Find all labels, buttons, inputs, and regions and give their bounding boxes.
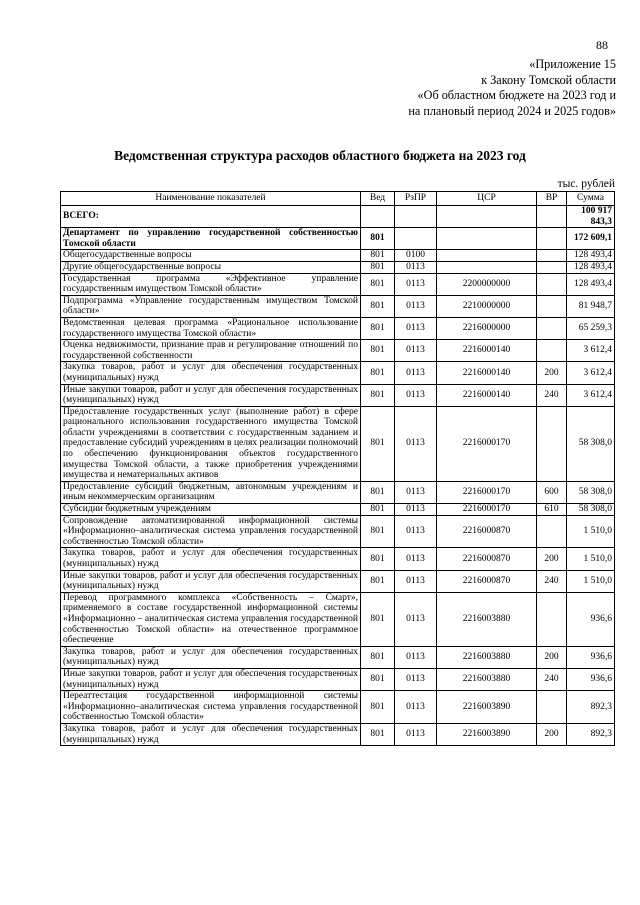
cell-ved: 801 [361,273,395,295]
cell-rzpr [395,228,437,250]
cell-name: Оценка недвижимости, признание прав и регулирование отношений по государственной собственности [61,340,361,362]
cell-rzpr: 0113 [395,273,437,295]
cell-ved: 801 [361,548,395,570]
cell-sum: 3 612,4 [567,384,615,406]
cell-vr [537,295,567,317]
table-row [61,691,615,724]
cell-rzpr: 0113 [395,384,437,406]
cell-csr [437,228,537,250]
cell-csr: 2216000870 [437,548,537,570]
table-row [61,481,615,503]
cell-sum: 892,3 [567,691,615,724]
cell-rzpr: 0113 [395,317,437,339]
cell-ved: 801 [361,228,395,250]
table-row [61,261,615,273]
cell-rzpr: 0113 [395,515,437,548]
cell-vr [537,261,567,273]
units-label: тыс. рублей [557,178,615,190]
table-row [61,592,615,646]
cell-name: Общегосударственные вопросы [61,250,361,262]
cell-name: ВСЕГО: [61,206,361,228]
header-ved: Вед [361,192,395,206]
cell-sum: 128 493,4 [567,273,615,295]
cell-name: Предоставление субсидий бюджетным, автономным учреждениям и иным некоммерческим организациям [61,481,361,503]
cell-rzpr: 0113 [395,362,437,384]
table-row [61,723,615,745]
cell-name: Иные закупки товаров, работ и услуг для обеспечения государственных (муниципальных) нужд [61,668,361,690]
table-row [61,570,615,592]
table-row [61,515,615,548]
cell-csr [437,261,537,273]
cell-sum: 1 510,0 [567,570,615,592]
cell-rzpr: 0113 [395,340,437,362]
cell-name: Иные закупки товаров, работ и услуг для обеспечения государственных (муниципальных) нужд [61,384,361,406]
cell-rzpr: 0113 [395,406,437,481]
cell-vr: 600 [537,481,567,503]
cell-sum: 3 612,4 [567,362,615,384]
cell-ved: 801 [361,481,395,503]
cell-csr: 2216000140 [437,340,537,362]
cell-vr: 240 [537,668,567,690]
cell-vr: 240 [537,384,567,406]
cell-rzpr: 0113 [395,592,437,646]
cell-name: Иные закупки товаров, работ и услуг для обеспечения государственных (муниципальных) нужд [61,570,361,592]
cell-sum: 100 917 843,3 [567,206,615,228]
cell-csr: 2216000870 [437,570,537,592]
cell-ved: 801 [361,592,395,646]
cell-ved: 801 [361,723,395,745]
table-row [61,548,615,570]
cell-ved: 801 [361,691,395,724]
cell-sum: 58 308,0 [567,406,615,481]
cell-csr: 2216000140 [437,362,537,384]
cell-rzpr: 0100 [395,250,437,262]
header-rzpr: РзПР [395,192,437,206]
header-vr: ВР [537,192,567,206]
cell-name: Государственная программа «Эффективное управление государственным имуществом Томской области» [61,273,361,295]
cell-name: Закупка товаров, работ и услуг для обеспечения государственных (муниципальных) нужд [61,362,361,384]
budget-table-body [61,206,615,746]
cell-rzpr: 0113 [395,481,437,503]
cell-csr: 2216000170 [437,481,537,503]
budget-table [60,191,615,746]
appendix-reference [316,57,616,119]
cell-ved: 801 [361,362,395,384]
cell-vr [537,515,567,548]
table-row [61,317,615,339]
cell-rzpr: 0113 [395,548,437,570]
cell-csr [437,206,537,228]
cell-csr: 2216003880 [437,646,537,668]
cell-ved: 801 [361,261,395,273]
cell-sum: 81 948,7 [567,295,615,317]
cell-name: Другие общегосударственные вопросы [61,261,361,273]
cell-name: Субсидии бюджетным учреждениям [61,504,361,516]
table-row [61,206,615,228]
cell-sum: 1 510,0 [567,548,615,570]
cell-vr: 200 [537,646,567,668]
cell-rzpr: 0113 [395,295,437,317]
cell-csr: 2216003890 [437,723,537,745]
table-row [61,295,615,317]
cell-csr: 2216000170 [437,504,537,516]
cell-vr [537,250,567,262]
cell-name: Подпрограмма «Управление государственным имуществом Томской области» [61,295,361,317]
cell-rzpr: 0113 [395,668,437,690]
cell-rzpr: 0113 [395,691,437,724]
appendix-line: «Приложение 15 [529,57,616,71]
cell-vr [537,592,567,646]
cell-ved: 801 [361,340,395,362]
table-row [61,646,615,668]
cell-sum: 58 308,0 [567,481,615,503]
table-row [61,340,615,362]
cell-vr: 240 [537,570,567,592]
appendix-line: на плановый период 2024 и 2025 годов» [408,103,616,118]
cell-name: Закупка товаров, работ и услуг для обеспечения государственных (муниципальных) нужд [61,548,361,570]
cell-vr [537,317,567,339]
header-name: Наименование показателей [61,192,361,206]
header-sum: Сумма [567,192,615,206]
cell-vr [537,340,567,362]
cell-sum: 172 609,1 [567,228,615,250]
document-title: Ведомственная структура расходов областного бюджета на 2023 год [114,148,526,163]
page-number: 88 [596,38,608,52]
table-row [61,406,615,481]
cell-rzpr: 0113 [395,570,437,592]
cell-ved: 801 [361,646,395,668]
cell-sum: 936,6 [567,668,615,690]
cell-name: Переаттестация государственной информационной системы «Информационно–аналитическая система управления государственной собственностью Томской области» [61,691,361,724]
table-row [61,273,615,295]
table-header-row [61,192,615,206]
cell-sum: 3 612,4 [567,340,615,362]
cell-vr: 200 [537,362,567,384]
cell-ved: 801 [361,504,395,516]
cell-vr [537,273,567,295]
table-row [61,504,615,516]
cell-csr: 2216000140 [437,384,537,406]
table-row [61,668,615,690]
cell-rzpr: 0113 [395,261,437,273]
cell-sum: 128 493,4 [567,261,615,273]
cell-name: Перевод программного комплекса «Собственность – Смарт», применяемого в составе государственной информационной системы «Информационно – аналитическая система управления государственной собственностью Томской области» на отечественное программное обеспечение [61,592,361,646]
cell-csr: 2216000170 [437,406,537,481]
cell-name: Предоставление государственных услуг (выполнение работ) в сфере рационального использования государственного имущества Томской области учреждениями в соответствии с государственным заданием и предоставление субсидий учреждениям в целях реализации полномочий по обеспечению функционирования объектов государственного имущества Томской области, а также приобретения учреждениями имущества и нематериальных активов [61,406,361,481]
cell-sum: 65 259,3 [567,317,615,339]
cell-vr: 200 [537,548,567,570]
appendix-line: к Закону Томской области [481,72,616,87]
table-row [61,250,615,262]
table-row [61,384,615,406]
cell-csr: 2216003880 [437,592,537,646]
header-csr: ЦСР [437,192,537,206]
cell-sum: 128 493,4 [567,250,615,262]
cell-sum: 936,6 [567,646,615,668]
cell-ved [361,206,395,228]
cell-name: Закупка товаров, работ и услуг для обеспечения государственных (муниципальных) нужд [61,646,361,668]
cell-vr [537,406,567,481]
cell-ved: 801 [361,406,395,481]
cell-vr: 200 [537,723,567,745]
cell-sum: 936,6 [567,592,615,646]
cell-ved: 801 [361,317,395,339]
cell-csr: 2216003880 [437,668,537,690]
cell-csr: 2200000000 [437,273,537,295]
cell-ved: 801 [361,250,395,262]
cell-csr: 2210000000 [437,295,537,317]
cell-name: Ведомственная целевая программа «Рациональное использование государственного имущества Томской области» [61,317,361,339]
cell-ved: 801 [361,515,395,548]
cell-vr [537,691,567,724]
cell-name: Департамент по управлению государственной собственностью Томской области [61,228,361,250]
cell-rzpr [395,206,437,228]
cell-csr: 2216003890 [437,691,537,724]
appendix-line: «Об областном бюджете на 2023 год и [417,88,616,102]
cell-sum: 58 308,0 [567,504,615,516]
cell-ved: 801 [361,384,395,406]
table-row [61,362,615,384]
cell-rzpr: 0113 [395,723,437,745]
cell-csr [437,250,537,262]
cell-ved: 801 [361,295,395,317]
cell-name: Закупка товаров, работ и услуг для обеспечения государственных (муниципальных) нужд [61,723,361,745]
cell-csr: 2216000870 [437,515,537,548]
cell-csr: 2216000000 [437,317,537,339]
table-row [61,228,615,250]
cell-rzpr: 0113 [395,646,437,668]
cell-ved: 801 [361,668,395,690]
cell-vr [537,206,567,228]
cell-vr: 610 [537,504,567,516]
cell-sum: 1 510,0 [567,515,615,548]
cell-rzpr: 0113 [395,504,437,516]
cell-sum: 892,3 [567,723,615,745]
cell-ved: 801 [361,570,395,592]
cell-vr [537,228,567,250]
cell-name: Сопровождение автоматизированной информационной системы «Информационно–аналитическая система управления государственной собственностью Томской области» [61,515,361,548]
